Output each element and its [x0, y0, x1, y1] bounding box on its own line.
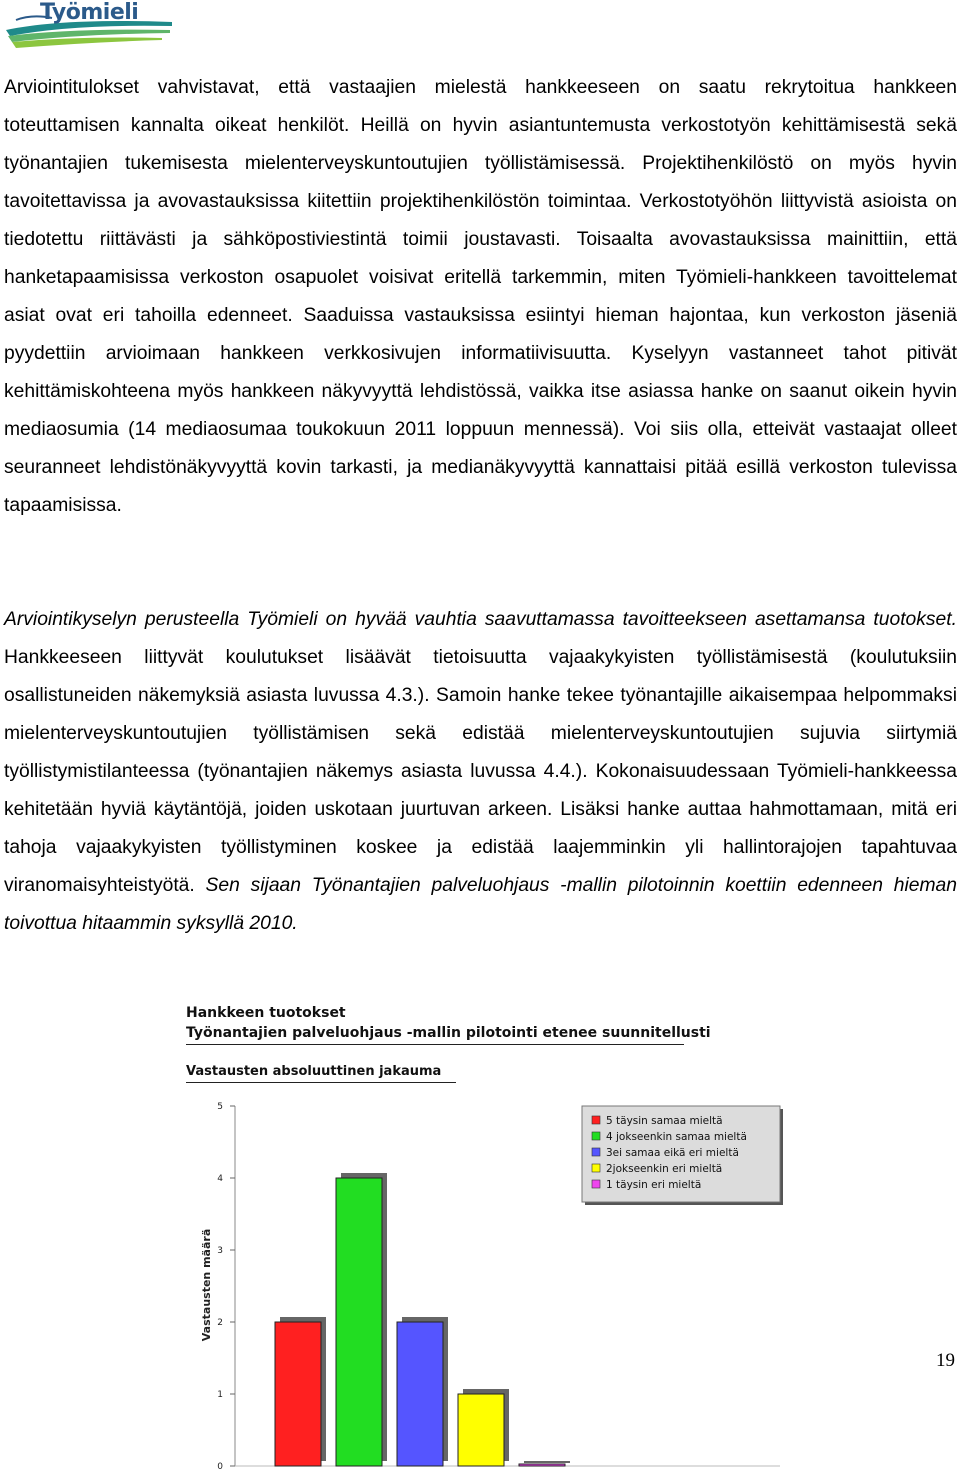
- legend-swatch: [592, 1148, 600, 1156]
- page-number: 19: [936, 1350, 955, 1371]
- bar: [519, 1464, 565, 1466]
- bar: [275, 1322, 321, 1466]
- paragraph-results: Arviointitulokset vahvistavat, että vastaajien mielestä hankkeeseen on saatu rekrytoitua hankkeen toteuttamisen kannalta oikeat henkilöt. Heillä on hyvin asiantuntemusta verkostotyön kehittämisestä sekä työnantajien tukemisesta mielenterveyskuntoutujien työllistämisessä. Projektihenkilöstö on myös hyvin tavoitettavissa ja avovastauksissa kiitettiin projektihenkilöstön toimintaa. Verkostotyöhön liittyvistä asioista on tiedotettu riittävästi ja sähköpostiviestintä toimii joustavasti. Toisaalta avovastauksissa mainittiin, että hanketapaamisissa verkoston osapuolet voisivat eritellä tarkemmin, miten Työmieli-hankkeen tavoittelemat asiat ovat eri tahoilla edenneet. Saaduissa vastauksissa esiintyi hieman hajontaa, kun verkoston jäseniä pyydettiin arvioimaan hankkeen verkkosivujen informatiivisuutta. Kyselyyn vastanneet tahot pitivät kehittämiskohteena myös hankkeen näkyvyyttä lehdistössä, vaikka itse asiassa hanke on saanut oikein hyvin mediaosumia (14 mediaosumaa toukokuun 2011 loppuun mennessä). Voi siis olla, etteivät vastaajat olleet seuranneet lehdistönäkyvyyttä kovin tarkasti, ja medianäkyvyyttä kannattaisi pitää esillä verkoston tulevissa tapaamisissa.: [4, 77, 957, 516]
- legend-swatch: [592, 1180, 600, 1188]
- y-tick-label: 5: [217, 1102, 223, 1112]
- tyomieli-logo: [2, 0, 174, 50]
- legend-label: 1 täysin eri mieltä: [606, 1179, 702, 1191]
- chart-plot: [180, 1003, 800, 1473]
- results-chart: [180, 1003, 800, 1473]
- bar: [336, 1178, 382, 1466]
- logo-text: Työmieli: [40, 0, 139, 25]
- conclusion-italic-start: Arviointikyselyn perusteella Työmieli on hyvää vauhtia saavuttamassa tavoitteekseen asettamansa tuotokset.: [4, 609, 957, 630]
- legend-label: 3ei samaa eikä eri mieltä: [606, 1147, 739, 1159]
- legend-label: 4 jokseenkin samaa mieltä: [606, 1131, 747, 1143]
- bar-shadow: [524, 1461, 570, 1463]
- y-tick-label: 2: [217, 1318, 223, 1328]
- chart-title: Hankkeen tuotokset: [186, 1005, 346, 1021]
- conclusion-italic-end: Sen sijaan Työnantajien palveluohjaus -mallin pilotoinnin koettiin edenneen hieman toivottua hitaammin syksyllä 2010.: [4, 875, 957, 934]
- legend-swatch: [592, 1164, 600, 1172]
- conclusion-body: Hankkeeseen liittyvät koulutukset lisäävät tietoisuutta vajaakykyisten työllistämisestä (koulutuksiin osallistuneiden näkemyksiä asiasta luvussa 4.3.). Samoin hanke tekee työnantajille aikaisempaa helpommaksi mielenterveyskuntoutujien työllistämisen sekä edistää mielenterveyskuntoutujien sujuvia siirtymiä työllistymistilanteessa (työnantajien näkemys asiasta luvussa 4.4.). Kokonaisuudessaan Työmieli-hankkeessa kehitetään hyviä käytäntöjä, joiden uskotaan juurtuvan arkeen. Lisäksi hanke auttaa hahmottamaan, mitä eri tahoja vajaakykyisten työllistyminen koskee ja edistää laajemminkin yli hallintorajojen tapahtuvaa viranomaisyhteistyötä.: [4, 647, 957, 896]
- legend-swatch: [592, 1132, 600, 1140]
- y-tick-label: 4: [217, 1174, 223, 1184]
- y-tick-label: 3: [217, 1246, 223, 1256]
- bar: [458, 1394, 504, 1466]
- chart-subtitle: Työnantajien palveluohjaus -mallin pilotointi etenee suunnitellusti: [186, 1025, 711, 1041]
- legend-label: 2jokseenkin eri mieltä: [606, 1163, 723, 1175]
- y-axis-label: Vastausten määrä: [200, 1228, 213, 1342]
- legend-swatch: [592, 1116, 600, 1124]
- bar: [397, 1322, 443, 1466]
- legend-label: 5 täysin samaa mieltä: [606, 1115, 723, 1127]
- y-tick-label: 1: [217, 1390, 223, 1400]
- chart-section-label: Vastausten absoluuttinen jakauma: [186, 1064, 442, 1079]
- y-tick-label: 0: [217, 1462, 223, 1472]
- paragraph-conclusions: [4, 601, 957, 943]
